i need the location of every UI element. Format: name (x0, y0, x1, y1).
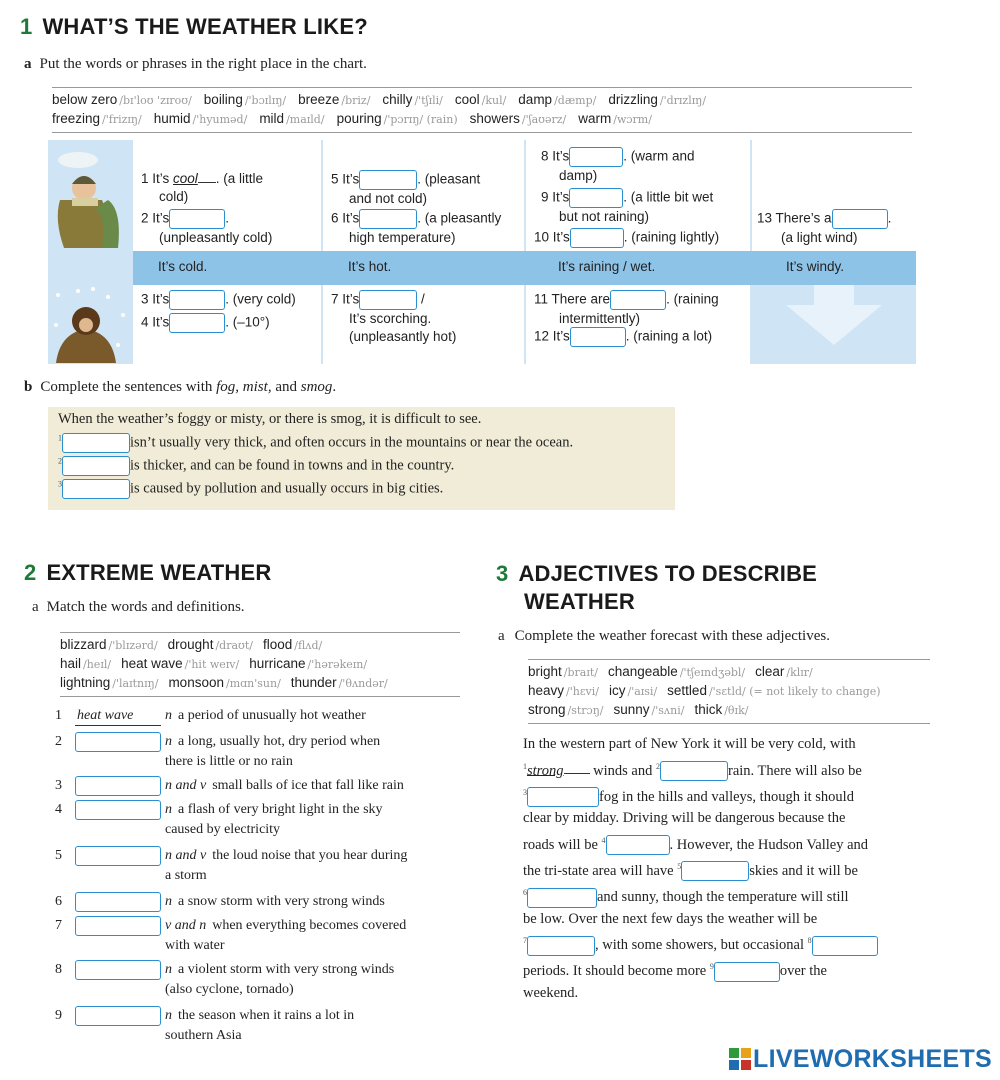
vocab-row (60, 655, 460, 674)
vocab-row (60, 674, 460, 693)
definition-text: a flash of very bright light in the sky (178, 802, 383, 818)
item-number: 5 (55, 848, 62, 864)
chart-item-4: 4 It’s . (–10°) (141, 313, 321, 333)
vocab-word: chilly (382, 92, 413, 107)
chart-item-5: 5 It’s . (pleasant and not cold) (331, 171, 481, 206)
vocab-pronunciation: /'ʃaʊərz/ (521, 113, 567, 126)
vocab-item (667, 682, 880, 701)
vocab-item (249, 655, 367, 674)
section-3-title: 3 ADJECTIVES TO DESCRIBE WEATHER (496, 561, 818, 614)
vocab-row (60, 636, 460, 655)
vocab-pronunciation: /'blɪzərd/ (108, 639, 158, 652)
vocab-box-3 (528, 659, 930, 724)
blank-9[interactable] (569, 188, 623, 208)
vocab-item (168, 674, 280, 693)
chart-item-8: 8 It’s . (warm and damp) (541, 148, 695, 183)
chart-item-2: 2 It’s . (unpleasantly cold) (141, 210, 273, 245)
vocab-word: drought (167, 637, 214, 652)
vocab-pronunciation: /'sʌni/ (651, 704, 685, 717)
vocab-item (608, 663, 745, 682)
vocab-pronunciation: /'tʃeɪndʒəbl/ (679, 666, 746, 679)
down-arrow-icon (752, 285, 916, 364)
box-b-line-1: $^1$ isn’t usually very thick, and often occurs in the mountains or near the ocean. (58, 433, 573, 453)
vocab-word: showers (469, 111, 520, 126)
vocab-pronunciation: /wɔrm/ (613, 113, 652, 126)
vocab-word: blizzard (60, 637, 107, 652)
band-hot: It’s hot. (348, 259, 392, 274)
vocab-word: clear (755, 664, 785, 679)
blank-2-8[interactable] (75, 960, 161, 980)
blank-8[interactable] (569, 147, 623, 167)
vocab-word: thick (694, 702, 723, 717)
band-windy: It’s windy. (786, 259, 845, 274)
blank-3-7[interactable] (527, 936, 595, 956)
vocab-word: freezing (52, 111, 101, 126)
blank-2-2[interactable] (75, 732, 161, 752)
box-b-intro: When the weather’s foggy or misty, or there is smog, it is difficult to see. (58, 411, 482, 427)
band-rain: It’s raining / wet. (558, 259, 656, 274)
vocab-item (263, 636, 322, 655)
liveworksheets-logo-icon (729, 1048, 751, 1070)
vocab-item (528, 663, 598, 682)
vocab-word: boiling (203, 92, 243, 107)
blank-2-6[interactable] (75, 892, 161, 912)
vocab-word: lightning (60, 675, 111, 690)
vocab-item (528, 682, 599, 701)
chart-item-9: 9 It’s . (a little bit wet but not raining) (541, 189, 714, 224)
definition-item (55, 916, 475, 955)
chart-item-10: 10 It’s . (raining lightly) (534, 228, 752, 248)
definition-text: a snow storm with very strong winds (178, 894, 385, 910)
blank-2-3[interactable] (75, 776, 161, 796)
blank-11[interactable] (610, 290, 666, 310)
definition-text: small balls of ice that fall like rain (212, 778, 404, 794)
vocab-item (121, 655, 239, 674)
cold-person-illustration (48, 140, 132, 251)
blank-13[interactable] (832, 209, 888, 229)
vocab-item (528, 701, 604, 720)
chart-item-7: 7 It’s / It’s scorching. (unpleasantly hot) (331, 291, 457, 344)
vocab-word: sunny (613, 702, 650, 717)
definition-continued: with water (165, 938, 225, 953)
definition-continued: (also cyclone, tornado) (165, 982, 294, 997)
vocab-item (60, 655, 111, 674)
vocab-word: drizzling (608, 92, 658, 107)
vocab-word: settled (667, 683, 707, 698)
part-of-speech: n (165, 962, 172, 978)
blank-2-4[interactable] (75, 800, 161, 820)
vocab-item (608, 91, 706, 110)
definition-text: the season when it rains a lot in (178, 1008, 355, 1024)
vocab-word: humid (153, 111, 191, 126)
vocab-item (204, 91, 286, 110)
part-of-speech: n (165, 1008, 172, 1024)
vocab-word: mild (259, 111, 285, 126)
vocab-pronunciation: /kul/ (481, 94, 507, 107)
definition-continued: caused by electricity (165, 822, 281, 837)
vocab-word: cool (454, 92, 480, 107)
blank-3-4[interactable] (606, 835, 670, 855)
vocab-word: flood (262, 637, 293, 652)
vocab-pronunciation: /'pɔrɪŋ/ (rain) (383, 113, 458, 126)
vocab-pronunciation: /'laɪtnɪŋ/ (112, 677, 159, 690)
item-number: 4 (55, 802, 62, 818)
vocab-item (60, 636, 158, 655)
definition-text: a period of unusually hot weather (178, 708, 366, 723)
blank-12[interactable] (570, 327, 626, 347)
vocab-word: strong (528, 702, 566, 717)
definition-continued: there is little or no rain (165, 754, 293, 769)
vocab-word: heat wave (121, 656, 183, 671)
vocab-pronunciation: /'frizɪŋ/ (102, 113, 142, 126)
vocab-pronunciation: /'drɪzlɪŋ/ (659, 94, 707, 107)
vocab-word: thunder (290, 675, 337, 690)
vocab-item (518, 91, 596, 110)
vocab-item (154, 110, 248, 129)
vocab-pronunciation: /strɔŋ/ (567, 704, 604, 717)
vocab-pronunciation: /heɪl/ (83, 658, 112, 671)
part-of-speech: n and v (165, 778, 207, 794)
vocab-word: changeable (608, 664, 678, 679)
vocab-word: bright (528, 664, 562, 679)
section-1-title: 1 WHAT’S THE WEATHER LIKE? (20, 14, 368, 39)
blank-b2[interactable] (62, 456, 130, 476)
blank-5[interactable] (359, 170, 417, 190)
blank-3[interactable] (169, 290, 225, 310)
vocab-item (382, 91, 442, 110)
vocab-item (755, 663, 813, 682)
chart-item-13: 13 There’s a . (a light wind) (757, 210, 892, 245)
blank-7[interactable] (359, 290, 417, 310)
vocab-pronunciation: /'tʃɪli/ (414, 94, 443, 107)
blank-10[interactable] (570, 228, 624, 248)
answer-strong: strong (527, 762, 564, 779)
blank-2-5[interactable] (75, 846, 161, 866)
vocab-item (291, 674, 388, 693)
instruction-2a: a Match the words and definitions. (32, 599, 245, 615)
part-of-speech: n (165, 708, 172, 723)
blank-2-9[interactable] (75, 1006, 161, 1026)
part-of-speech: n and v (165, 848, 207, 864)
instruction-1a: a Put the words or phrases in the right place in the chart. (24, 56, 367, 72)
liveworksheets-logo: LIVEWORKSHEETS (729, 1045, 992, 1074)
vocab-item (52, 110, 142, 129)
vocab-pronunciation: /draʊt/ (215, 639, 253, 652)
vocab-pronunciation: /'aɪsi/ (627, 685, 658, 698)
blank-3-3[interactable] (527, 787, 599, 807)
definition-text: a long, usually hot, dry period when (178, 734, 381, 750)
definition-item (55, 706, 475, 726)
part-of-speech: n (165, 894, 172, 910)
item-number: 8 (55, 962, 62, 978)
definition-continued: southern Asia (165, 1028, 242, 1043)
vocab-row (528, 663, 930, 682)
blank-3-6[interactable] (527, 888, 597, 908)
instruction-1b: b Complete the sentences with fog, mist, and smog. (24, 379, 337, 395)
blank-b3[interactable] (62, 479, 130, 499)
definition-item (55, 846, 475, 885)
vocab-pronunciation: /mɑn'sun/ (225, 677, 281, 690)
section-2-title: 2 EXTREME WEATHER (24, 560, 272, 585)
definition-item (55, 960, 475, 999)
blank-3-5[interactable] (681, 861, 749, 881)
box-b-line-3: $^3$ is caused by pollution and usually occurs in big cities. (58, 479, 443, 499)
vocab-pronunciation: /'hit weɪv/ (184, 658, 240, 671)
chart-band (133, 251, 916, 285)
vocab-pronunciation: /'hɛvi/ (566, 685, 599, 698)
blank-6[interactable] (359, 209, 417, 229)
weather-forecast-text: In the western part of New York it will be very cold, with $^1$strong winds and $^2$ rain. There will also be $^3$ fog in the hills and valleys, though it should clear by midday. Driving will be dangerous because the roads will be $^4$ . However, the Hudson Valley and the tri-state area will have $^5$ skies and it will be $^6$ and sunny, though the temperature will still be low. Over the next few days the weather will be $^7$ , with some showers, but occasional $^8$ periods. It should become more $^9$ over the weekend. (523, 734, 935, 1004)
band-cold: It’s cold. (158, 259, 208, 274)
vocab-row (52, 110, 912, 129)
box-b-line-2: $^2$ is thicker, and can be found in towns and in the country. (58, 456, 454, 476)
vocab-item (578, 110, 652, 129)
definition-item (55, 800, 475, 839)
vocab-row (528, 682, 930, 701)
vocab-box-2 (60, 632, 460, 697)
vocab-pronunciation: /klɪr/ (786, 666, 813, 679)
blank-3-2[interactable] (660, 761, 728, 781)
blank-3-9[interactable] (714, 962, 780, 982)
item-number: 7 (55, 918, 62, 934)
answer-cool: cool (173, 171, 198, 186)
blank-2[interactable] (169, 209, 225, 229)
vocab-item (259, 110, 324, 129)
vocab-word: monsoon (168, 675, 224, 690)
definition-text: the loud noise that you hear during (212, 848, 408, 864)
vocab-row (52, 91, 912, 110)
item-number: 1 (55, 708, 62, 723)
chart-item-11: 11 There are . (raining intermittently) (534, 291, 719, 326)
vocab-pronunciation: /θɪk/ (724, 704, 749, 717)
fog-mist-smog-box (48, 407, 675, 510)
vocab-item (298, 91, 370, 110)
vocab-pronunciation: /briz/ (341, 94, 371, 107)
vocab-item (455, 91, 506, 110)
vocab-item (168, 636, 253, 655)
chart-item-1: 1 It’s cool . (a little cold) (141, 171, 264, 204)
vocab-item (60, 674, 158, 693)
chart-item-12: 12 It’s . (raining a lot) (534, 327, 750, 347)
item-number: 2 (55, 734, 62, 750)
blank-b1[interactable] (62, 433, 130, 453)
vocab-word: breeze (298, 92, 340, 107)
chart-item-3: 3 It’s . (very cold) (141, 290, 321, 310)
vocab-pronunciation: /maɪld/ (286, 113, 325, 126)
weather-chart (48, 140, 916, 364)
definition-text: when everything becomes covered (212, 918, 407, 934)
item-number: 6 (55, 894, 62, 910)
vocab-pronunciation: /flʌd/ (294, 639, 323, 652)
definition-item (55, 732, 475, 771)
vocab-pronunciation: /'bɔɪlɪŋ/ (244, 94, 287, 107)
vocab-word: damp (518, 92, 553, 107)
vocab-item (614, 701, 685, 720)
vocab-word: heavy (528, 683, 565, 698)
vocab-item (52, 91, 192, 110)
vocab-word: icy (608, 683, 626, 698)
vocab-word: warm (578, 111, 612, 126)
item-number: 3 (55, 778, 62, 794)
vocab-pronunciation: /bɪ'loʊ 'zɪroʊ/ (119, 94, 192, 107)
vocab-pronunciation: /braɪt/ (563, 666, 598, 679)
vocab-word: below zero (52, 92, 118, 107)
vocab-word: hurricane (249, 656, 306, 671)
vocab-item (470, 110, 567, 129)
part-of-speech: n (165, 802, 172, 818)
freezing-person-illustration (48, 285, 132, 364)
vocab-pronunciation: /'θʌndər/ (338, 677, 388, 690)
item-number: 9 (55, 1008, 62, 1024)
vocab-item (694, 701, 748, 720)
vocab-item (609, 682, 657, 701)
vocab-box-1 (52, 87, 912, 133)
part-of-speech: v and n (165, 918, 207, 934)
blank-2-7[interactable] (75, 916, 161, 936)
vocab-word: pouring (336, 111, 382, 126)
definition-item (55, 1006, 475, 1045)
definition-continued: a storm (165, 868, 207, 883)
blank-4[interactable] (169, 313, 225, 333)
vocab-item (337, 110, 458, 129)
vocab-row (528, 701, 930, 720)
vocab-pronunciation: /'hərəkeɪn/ (307, 658, 368, 671)
definition-text: a violent storm with very strong winds (178, 962, 395, 978)
answer-heat-wave: heat wave (75, 706, 161, 726)
vocab-pronunciation: /'sɛtld/ (= not likely to change) (708, 685, 881, 698)
vocab-pronunciation: /'hyuməd/ (192, 113, 248, 126)
definition-item (55, 892, 475, 912)
blank-3-8[interactable] (812, 936, 878, 956)
definition-item (55, 776, 475, 796)
instruction-3a: a Complete the weather forecast with these adjectives. (498, 628, 830, 644)
chart-item-6: 6 It’s . (a pleasantly high temperature) (331, 210, 502, 245)
vocab-pronunciation: /dæmp/ (554, 94, 597, 107)
vocab-word: hail (60, 656, 82, 671)
part-of-speech: n (165, 734, 172, 750)
